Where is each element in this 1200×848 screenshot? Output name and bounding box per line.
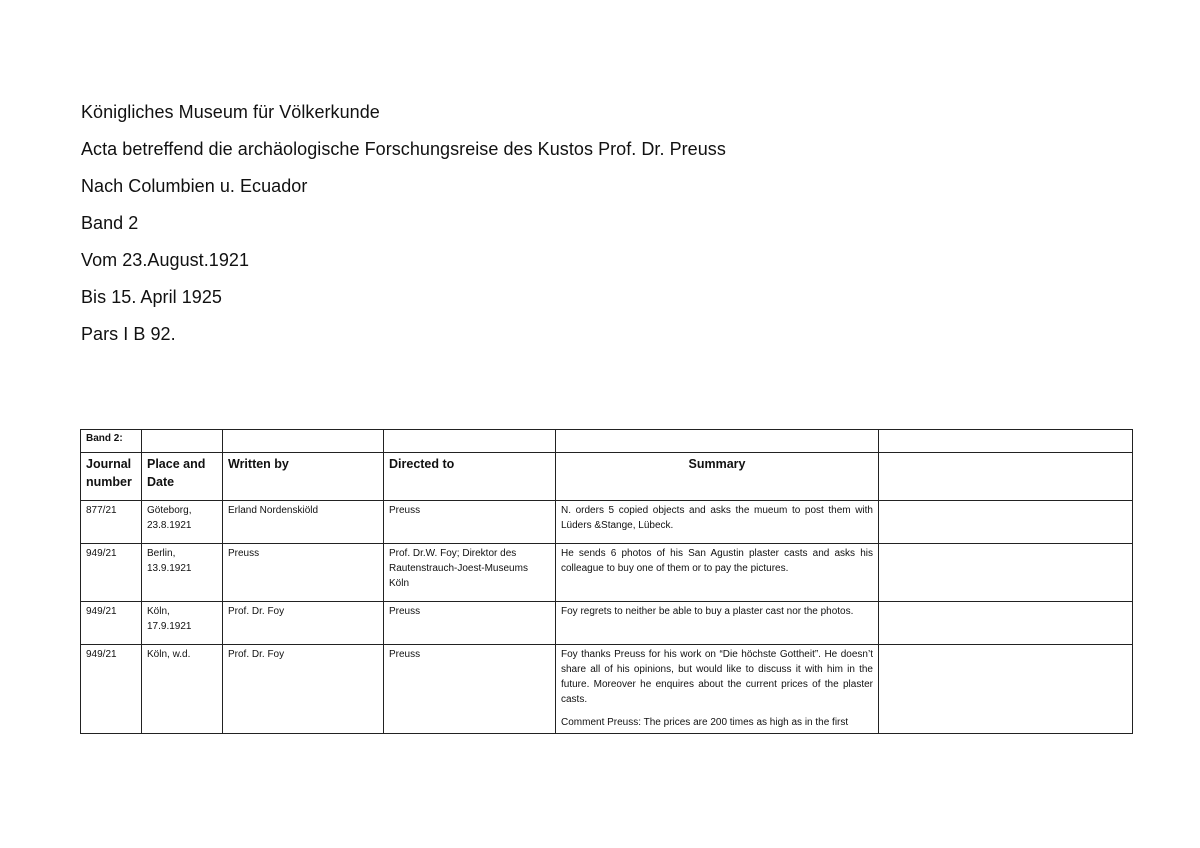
- place-text: Berlin,: [147, 548, 176, 559]
- empty-cell: [384, 430, 556, 453]
- place-text: Göteborg,: [147, 505, 192, 516]
- written-by-cell: Erland Nordenskiöld: [223, 501, 384, 544]
- extra-cell: [879, 602, 1133, 645]
- directed-to-cell: Preuss: [384, 645, 556, 734]
- empty-cell: [142, 430, 223, 453]
- journal-number-cell: 949/21: [81, 602, 142, 645]
- written-by-cell: Prof. Dr. Foy: [223, 645, 384, 734]
- empty-cell: [879, 430, 1133, 453]
- header-summary: Summary: [556, 453, 879, 501]
- date-text: 23.8.1921: [147, 520, 192, 531]
- summary-text: Foy thanks Preuss for his work on “Die höchste Gottheit”. He doesn’t share all of his opinions, but would like to discuss it with him in the future. Moreover he enquires about the current prices of the plaster casts.: [561, 649, 873, 705]
- place-date-cell: [142, 645, 223, 734]
- header-place-date: [142, 453, 223, 501]
- extra-cell: [879, 645, 1133, 734]
- header-journal-number: [81, 453, 142, 501]
- empty-cell: [223, 430, 384, 453]
- place-date-cell: [142, 501, 223, 544]
- header-written-by: Written by: [223, 453, 384, 501]
- journal-number-cell: 949/21: [81, 544, 142, 602]
- table-row: [81, 501, 1133, 544]
- header-place-line2: Date: [147, 475, 175, 489]
- table-row: [81, 645, 1133, 734]
- summary-cell: N. orders 5 copied objects and asks the mueum to post them with Lüders &Stange, Lübeck.: [556, 501, 879, 544]
- place-date-cell: [142, 602, 223, 645]
- place-date-cell: [142, 544, 223, 602]
- extra-cell: [879, 501, 1133, 544]
- document-heading: [81, 100, 1081, 359]
- band-label: Band 2:: [81, 430, 142, 453]
- header-directed-to: Directed to: [384, 453, 556, 501]
- place-text: Köln,: [147, 606, 170, 617]
- header-place-line1: Place and: [147, 457, 206, 471]
- header-journal-line2: number: [86, 475, 132, 489]
- correspondence-table: [80, 429, 1133, 734]
- band-row: [81, 430, 1133, 453]
- written-by-cell: Preuss: [223, 544, 384, 602]
- journal-number-cell: 877/21: [81, 501, 142, 544]
- header-journal-line1: Journal: [86, 457, 132, 471]
- start-date-line: Vom 23.August.1921: [81, 250, 250, 270]
- place-text: Köln, w.d.: [147, 649, 191, 660]
- signature-line: Pars I B 92.: [81, 324, 176, 344]
- directed-to-cell: Preuss: [384, 501, 556, 544]
- summary-cell: He sends 6 photos of his San Agustin plaster casts and asks his colleague to buy one of them or to pay the pictures.: [556, 544, 879, 602]
- date-text: 13.9.1921: [147, 563, 192, 574]
- extra-cell: [879, 544, 1133, 602]
- volume-line: Band 2: [81, 213, 139, 233]
- table-row: [81, 602, 1133, 645]
- directed-to-cell: Prof. Dr.W. Foy; Direktor des Rautenstrauch-Joest-Museums Köln: [384, 544, 556, 602]
- date-text: 17.9.1921: [147, 621, 192, 632]
- empty-cell: [556, 430, 879, 453]
- summary-cell: Foy regrets to neither be able to buy a plaster cast nor the photos.: [556, 602, 879, 645]
- journal-number-cell: 949/21: [81, 645, 142, 734]
- institution-title: Königliches Museum für Völkerkunde: [81, 102, 380, 122]
- header-extra: [879, 453, 1133, 501]
- paragraph-gap: [561, 707, 873, 715]
- written-by-cell: Prof. Dr. Foy: [223, 602, 384, 645]
- table-header-row: [81, 453, 1133, 501]
- summary-cell: [556, 645, 879, 734]
- destination-line: Nach Columbien u. Ecuador: [81, 176, 308, 196]
- acta-title: Acta betreffend die archäologische Forschungsreise des Kustos Prof. Dr. Preuss: [81, 139, 726, 159]
- directed-to-cell: Preuss: [384, 602, 556, 645]
- table-row: [81, 544, 1133, 602]
- comment-text: Comment Preuss: The prices are 200 times as high as in the first: [561, 717, 849, 728]
- end-date-line: Bis 15. April 1925: [81, 287, 222, 307]
